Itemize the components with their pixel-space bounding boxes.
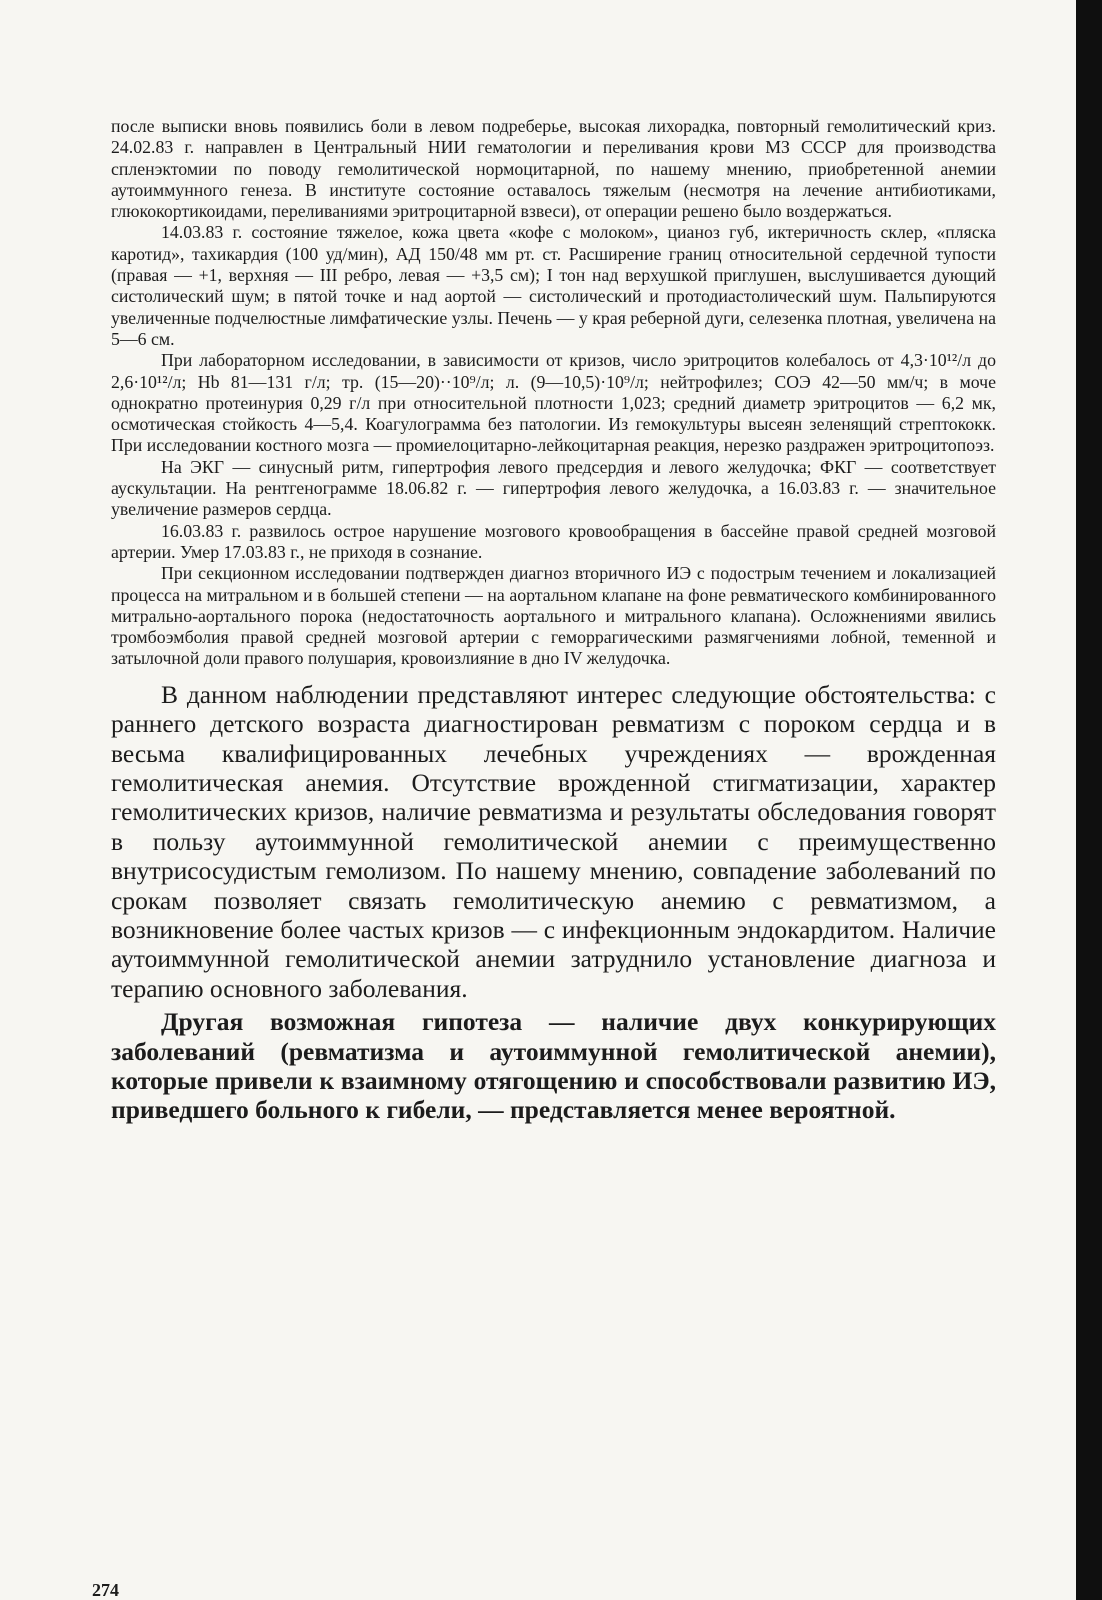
paragraph: после выписки вновь появились боли в левом подреберье, высокая лихорадка, повторный гемолитический криз. 24.02.83 г. направлен в Центральный НИИ гематологии и переливания крови МЗ СССР для производства спленэктомии по поводу гемолитической нормоцитарной, по нашему мнению, приобретенной анемии аутоиммунного генеза. В институте состояние оставалось тяжелым (несмотря на лечение антибиотиками, глюкокортикоидами, переливаниями эритроцитарной взвеси), от операции решено было воздержаться.	[111, 116, 996, 222]
discussion-block	[111, 680, 996, 1125]
paragraph: На ЭКГ — синусный ритм, гипертрофия левого предсердия и левого желудочка; ФКГ — соответствует аускультации. На рентгенограмме 18.06.82 г. — гипертрофия левого желудочка, а 16.03.83 г. — значительное увеличение размеров сердца.	[111, 456, 996, 520]
page-number: 274	[92, 1580, 119, 1600]
scan-edge-shadow	[1076, 0, 1102, 1600]
paragraph: 16.03.83 г. развилось острое нарушение мозгового кровообращения в бассейне правой средней мозговой артерии. Умер 17.03.83 г., не приходя в сознание.	[111, 520, 996, 562]
paragraph: Другая возможная гипотеза — наличие двух конкурирующих заболеваний (ревматизма и аутоиммунной гемолитической анемии), которые привели к взаимному отягощению и способствовали развитию ИЭ, приведшего больного к гибели, — представляется менее вероятной.	[111, 1007, 996, 1125]
paragraph: При секционном исследовании подтвержден диагноз вторичного ИЭ с подострым течением и локализацией процесса на митральном и в большей степени — на аортальном клапане на фоне ревматического комбинированного митрально-аортального порока (недостаточность аортального и митрального клапана). Осложнениями явились тромбоэмболия правой средней мозговой артерии с геморрагическими размягчениями лобной, теменной и затылочной доли правого полушария, кровоизлияние в дно IV желудочка.	[111, 563, 996, 669]
case-history-block	[111, 116, 996, 670]
paragraph: При лабораторном исследовании, в зависимости от кризов, число эритроцитов колебалось от 4,3·10¹²/л до 2,6·10¹²/л; Hb 81—131 г/л; тр. (15—20)··10⁹/л; л. (9—10,5)·10⁹/л; нейтрофилез; СОЭ 42—50 мм/ч; в моче однократно протеинурия 0,29 г/л при относительной плотности 1,023; средний диаметр эритроцитов — 6,2 мк, осмотическая стойкость 4—5,4. Коагулограмма без патологии. Из гемокультуры высеян зеленящий стрептококк. При исследовании костного мозга — промиелоцитарно-лейкоцитарная реакция, нерезко раздражен эритроцитопоэз.	[111, 350, 996, 456]
paragraph: В данном наблюдении представляют интерес следующие обстоятельства: с раннего детского возраста диагностирован ревматизм с пороком сердца и в весьма квалифицированных лечебных учреждениях — врожденная гемолитическая анемия. Отсутствие врожденной стигматизации, характер гемолитических кризов, наличие ревматизма и результаты обследования говорят в пользу аутоиммунной гемолитической анемии с преимущественно внутрисосудистым гемолизом. По нашему мнению, совпадение заболеваний по срокам позволяет связать гемолитическую анемию с ревматизмом, а возникновение более частых кризов — с инфекционным эндокардитом. Наличие аутоиммунной гемолитической анемии затруднило установление диагноза и терапию основного заболевания.	[111, 679, 996, 1003]
page-text-column	[111, 116, 996, 1125]
paragraph: 14.03.83 г. состояние тяжелое, кожа цвета «кофе с молоком», цианоз губ, иктеричность склер, «пляска каротид», тахикардия (100 уд/мин), АД 150/48 мм рт. ст. Расширение границ относительной сердечной тупости (правая — +1, верхняя — III ребро, левая — +3,5 см); I тон над верхушкой приглушен, выслушивается дующий систолический шум; в пятой точке и над аортой — систолический и протодиастолический шум. Пальпируются увеличенные подчелюстные лимфатические узлы. Печень — у края реберной дуги, селезенка плотная, увеличена на 5—6 см.	[111, 222, 996, 349]
